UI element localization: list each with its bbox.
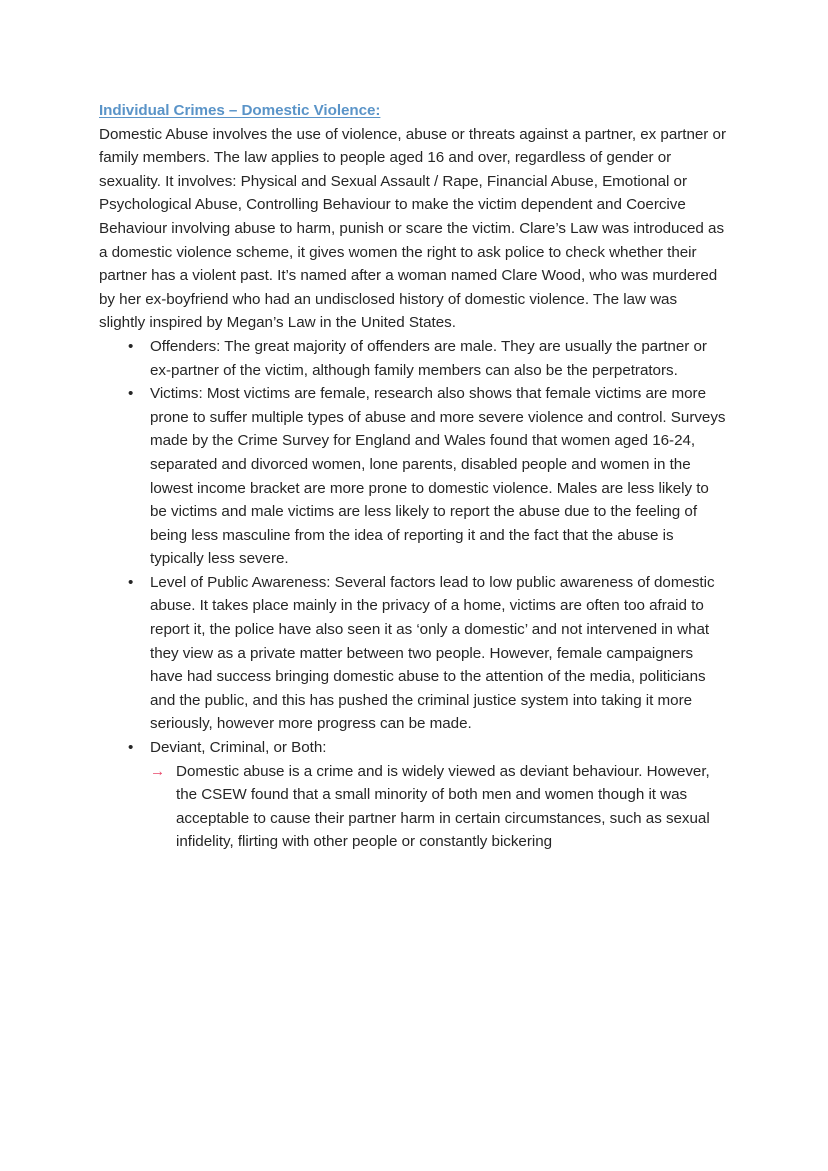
sub-bullet-list bbox=[150, 760, 727, 854]
bullet-dot-icon: • bbox=[128, 573, 134, 591]
list-item-text: Offenders: The great majority of offenders are male. They are usually the partner or ex-partner of the victim, although family members can also be the perpetrators. bbox=[150, 337, 707, 379]
bullet-dot-icon: • bbox=[128, 385, 134, 403]
intro-paragraph: Domestic Abuse involves the use of violence, abuse or threats against a partner, ex partner or family members. The law applies to people aged 16 and over, regardless of gender or sexuality. It involves: Physical and Sexual Assault / Rape, Financial Abuse, Emotional or Psychological Abuse, Controlling Behaviour to make the victim dependent and Coercive Behaviour involving abuse to harm, punish or scare the victim. Clare’s Law was introduced as a domestic violence scheme, it gives women the right to ask police to check whether their partner has a violent past. It’s named after a woman named Clare Wood, who was murdered by her ex-boyfriend who had an undisclosed history of domestic violence. The law was slightly inspired by Megan’s Law in the United States. bbox=[99, 125, 726, 332]
list-item-text: Deviant, Criminal, or Both: bbox=[150, 739, 327, 757]
list-item bbox=[99, 736, 727, 854]
main-bullet-list bbox=[99, 335, 727, 854]
arrow-right-icon: → bbox=[150, 762, 166, 780]
sub-list-item-text: Domestic abuse is a crime and is widely viewed as deviant behaviour. However, the CSEW found that a small minority of both men and women though it was acceptable to cause their partner harm in certain circumstances, such as sexual infidelity, flirting with other people or constantly bickering bbox=[176, 762, 710, 851]
list-item-text: Victims: Most victims are female, research also shows that female victims are more prone to suffer multiple types of abuse and more severe violence and control. Surveys made by the Crime Survey for England and Wales found that women aged 16-24, separated and divorced women, lone parents, disabled people and women in the lowest income bracket are more prone to domestic violence. Males are less likely to be victims and male victims are less likely to report the abuse due to the feeling of being less masculine from the idea of reporting it and the fact that the abuse is typically less severe. bbox=[150, 385, 726, 568]
sub-list-item bbox=[150, 760, 727, 854]
bullet-dot-icon: • bbox=[128, 739, 134, 757]
list-item-text: Level of Public Awareness: Several factors lead to low public awareness of domestic abuse. It takes place mainly in the privacy of a home, victims are often too afraid to report it, the police have also seen it as ‘only a domestic’ and not intervened in what they view as a private matter between two people. However, female campaigners have had success bringing domestic abuse to the attention of the media, politicians and the public, and this has pushed the criminal justice system into taking it more seriously, however more progress can be made. bbox=[150, 573, 715, 733]
list-item bbox=[99, 571, 727, 736]
page-title: Individual Crimes – Domestic Violence: bbox=[99, 102, 381, 119]
bullet-dot-icon: • bbox=[128, 337, 134, 355]
list-item bbox=[99, 382, 727, 571]
list-item bbox=[99, 335, 727, 382]
